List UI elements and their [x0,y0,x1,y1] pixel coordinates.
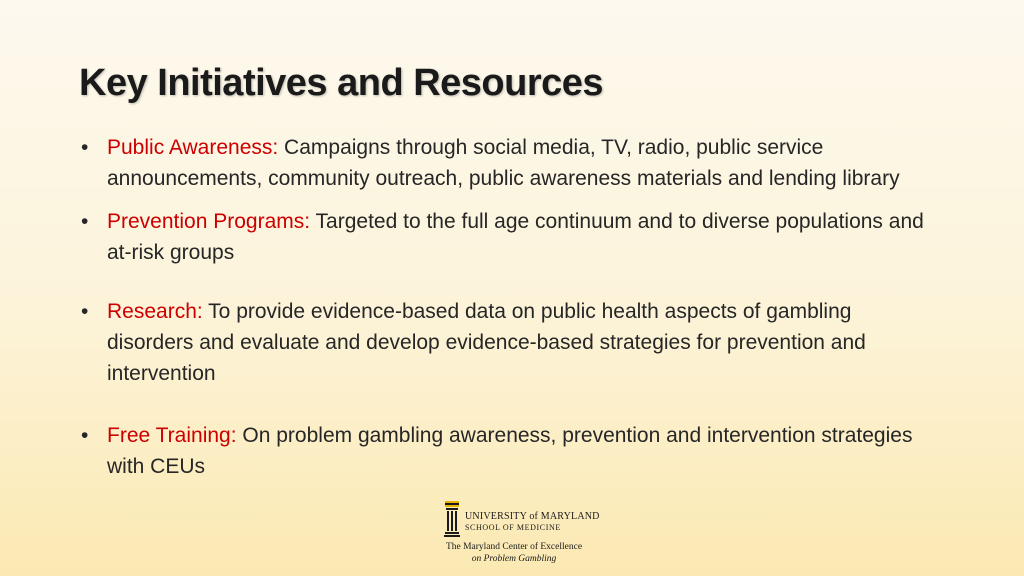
logo-center-subtitle: on Problem Gambling [471,554,557,564]
bullet-marker: • [81,210,89,233]
bullet-label: Public Awareness: [107,136,279,159]
bullet-marker: • [81,300,89,323]
bullet-public-awareness [79,132,939,194]
bullet-label: Prevention Programs: [107,210,311,233]
logo-university-name: UNIVERSITY of MARYLAND [465,511,600,522]
bullet-free-training [79,420,939,482]
logo-school-name: SCHOOL OF MEDICINE [465,523,561,532]
university-building-icon [444,501,460,537]
bullet-marker: • [81,136,89,159]
university-logo [444,500,600,570]
slide-title: Key Initiatives and Resources [79,62,604,104]
bullet-label: Free Training: [107,424,237,447]
bullet-text: To provide evidence-based data on public health aspects of gambling disorders and evaluate and develop evidence-based strategies for prevention and intervention [107,300,866,385]
bullet-list [79,132,939,482]
bullet-text: Targeted to the full age continuum and to diverse populations and at-risk groups [107,210,924,264]
bullet-text: Campaigns through social media, TV, radio, public service announcements, community outreach, public awareness materials and lending library [107,136,900,190]
bullet-marker: • [81,424,89,447]
logo-center-name: The Maryland Center of Excellence [445,542,583,552]
bullet-research [79,296,939,389]
bullet-prevention-programs [79,206,939,268]
bullet-label: Research: [107,300,203,323]
bullet-text: On problem gambling awareness, prevention and intervention strategies with CEUs [107,424,913,478]
